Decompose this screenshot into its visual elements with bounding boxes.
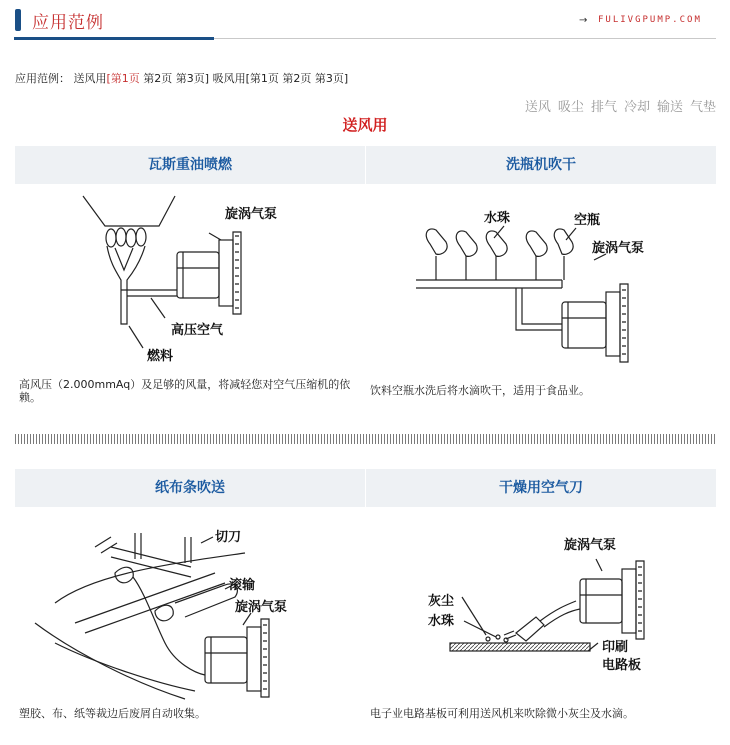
header-underline (14, 37, 214, 40)
caption-air-knife: 电子业电路基板可利用送风机来吹除微小灰尘及水滴。 (370, 707, 634, 720)
brand-link[interactable]: FULIVGPUMP.COM (598, 15, 702, 25)
gas-burner-diagram (15, 190, 365, 370)
caption-gas-burner: 高风压（2.000mmAq）及足够的风量，将减轻您对空气压缩机的依赖。 (19, 378, 351, 404)
nav-suction-page-1[interactable]: [第1页 (245, 72, 279, 85)
category-list (518, 96, 716, 115)
nav-blow-page-1[interactable]: [第1页 (106, 72, 140, 85)
caption-strip-conveying: 塑胶、布、纸等裁边后废屑自动收集。 (19, 707, 206, 720)
panel-title-air-knife: 干燥用空气刀 (366, 469, 716, 507)
nav-group-blow-label: 送风用 (73, 72, 107, 85)
label-vortex-pump: 旋涡气泵 (564, 538, 617, 553)
section-title: 送风用 (342, 116, 388, 134)
bottle-dryer-diagram (366, 190, 716, 370)
label-dust: 灰尘 (428, 594, 455, 609)
caption-bottle-dryer: 饮料空瓶水洗后将水滴吹干，适用于食品业。 (370, 384, 590, 397)
page-title: 应用范例 (32, 13, 104, 33)
label-vortex-pump: 旋涡气泵 (225, 207, 278, 222)
panel-title-gas-burner: 瓦斯重油喷燃 (15, 146, 365, 184)
header-marker (15, 9, 21, 31)
header-divider (214, 38, 716, 39)
label-printed: 印刷 (602, 640, 629, 655)
air-knife-diagram (366, 513, 716, 703)
label-cutter: 切刀 (215, 530, 242, 545)
section-divider (15, 434, 716, 444)
category-item[interactable]: 冷却 (623, 100, 650, 115)
label-high-pressure-air: 高压空气 (171, 323, 224, 338)
nav-suction-page-2[interactable]: 第2页 (282, 72, 312, 85)
nav-blow-page-2[interactable]: 第2页 (143, 72, 173, 85)
label-empty-bottle: 空瓶 (574, 213, 601, 228)
panel-title-strip-conveying: 纸布条吹送 (15, 469, 365, 507)
category-item[interactable]: 排气 (590, 100, 617, 115)
label-water-drops: 水珠 (428, 614, 455, 629)
label-vortex-pump: 旋涡气泵 (592, 241, 645, 256)
category-item[interactable]: 气垫 (689, 100, 716, 115)
nav-prefix: 应用范例： (15, 72, 70, 85)
label-vortex-pump: 旋涡气泵 (235, 600, 288, 615)
label-water-drops: 水珠 (484, 211, 511, 226)
strip-conveying-diagram (15, 513, 365, 703)
category-item[interactable]: 吸尘 (557, 100, 584, 115)
label-roller: 滚输 (229, 578, 256, 593)
arrow-icon: → (579, 15, 588, 26)
nav-group-suction-label: 吸风用 (212, 72, 246, 85)
nav-blow-page-3[interactable]: 第3页] (175, 72, 210, 85)
label-fuel: 燃料 (147, 349, 174, 364)
category-item[interactable]: 送风 (524, 100, 551, 115)
category-item[interactable]: 输送 (656, 100, 683, 115)
panel-title-bottle-dryer: 洗瓶机吹干 (366, 146, 716, 184)
nav-suction-page-3[interactable]: 第3页] (314, 72, 349, 85)
label-circuit-board: 电路板 (602, 658, 642, 673)
application-nav (15, 70, 348, 86)
